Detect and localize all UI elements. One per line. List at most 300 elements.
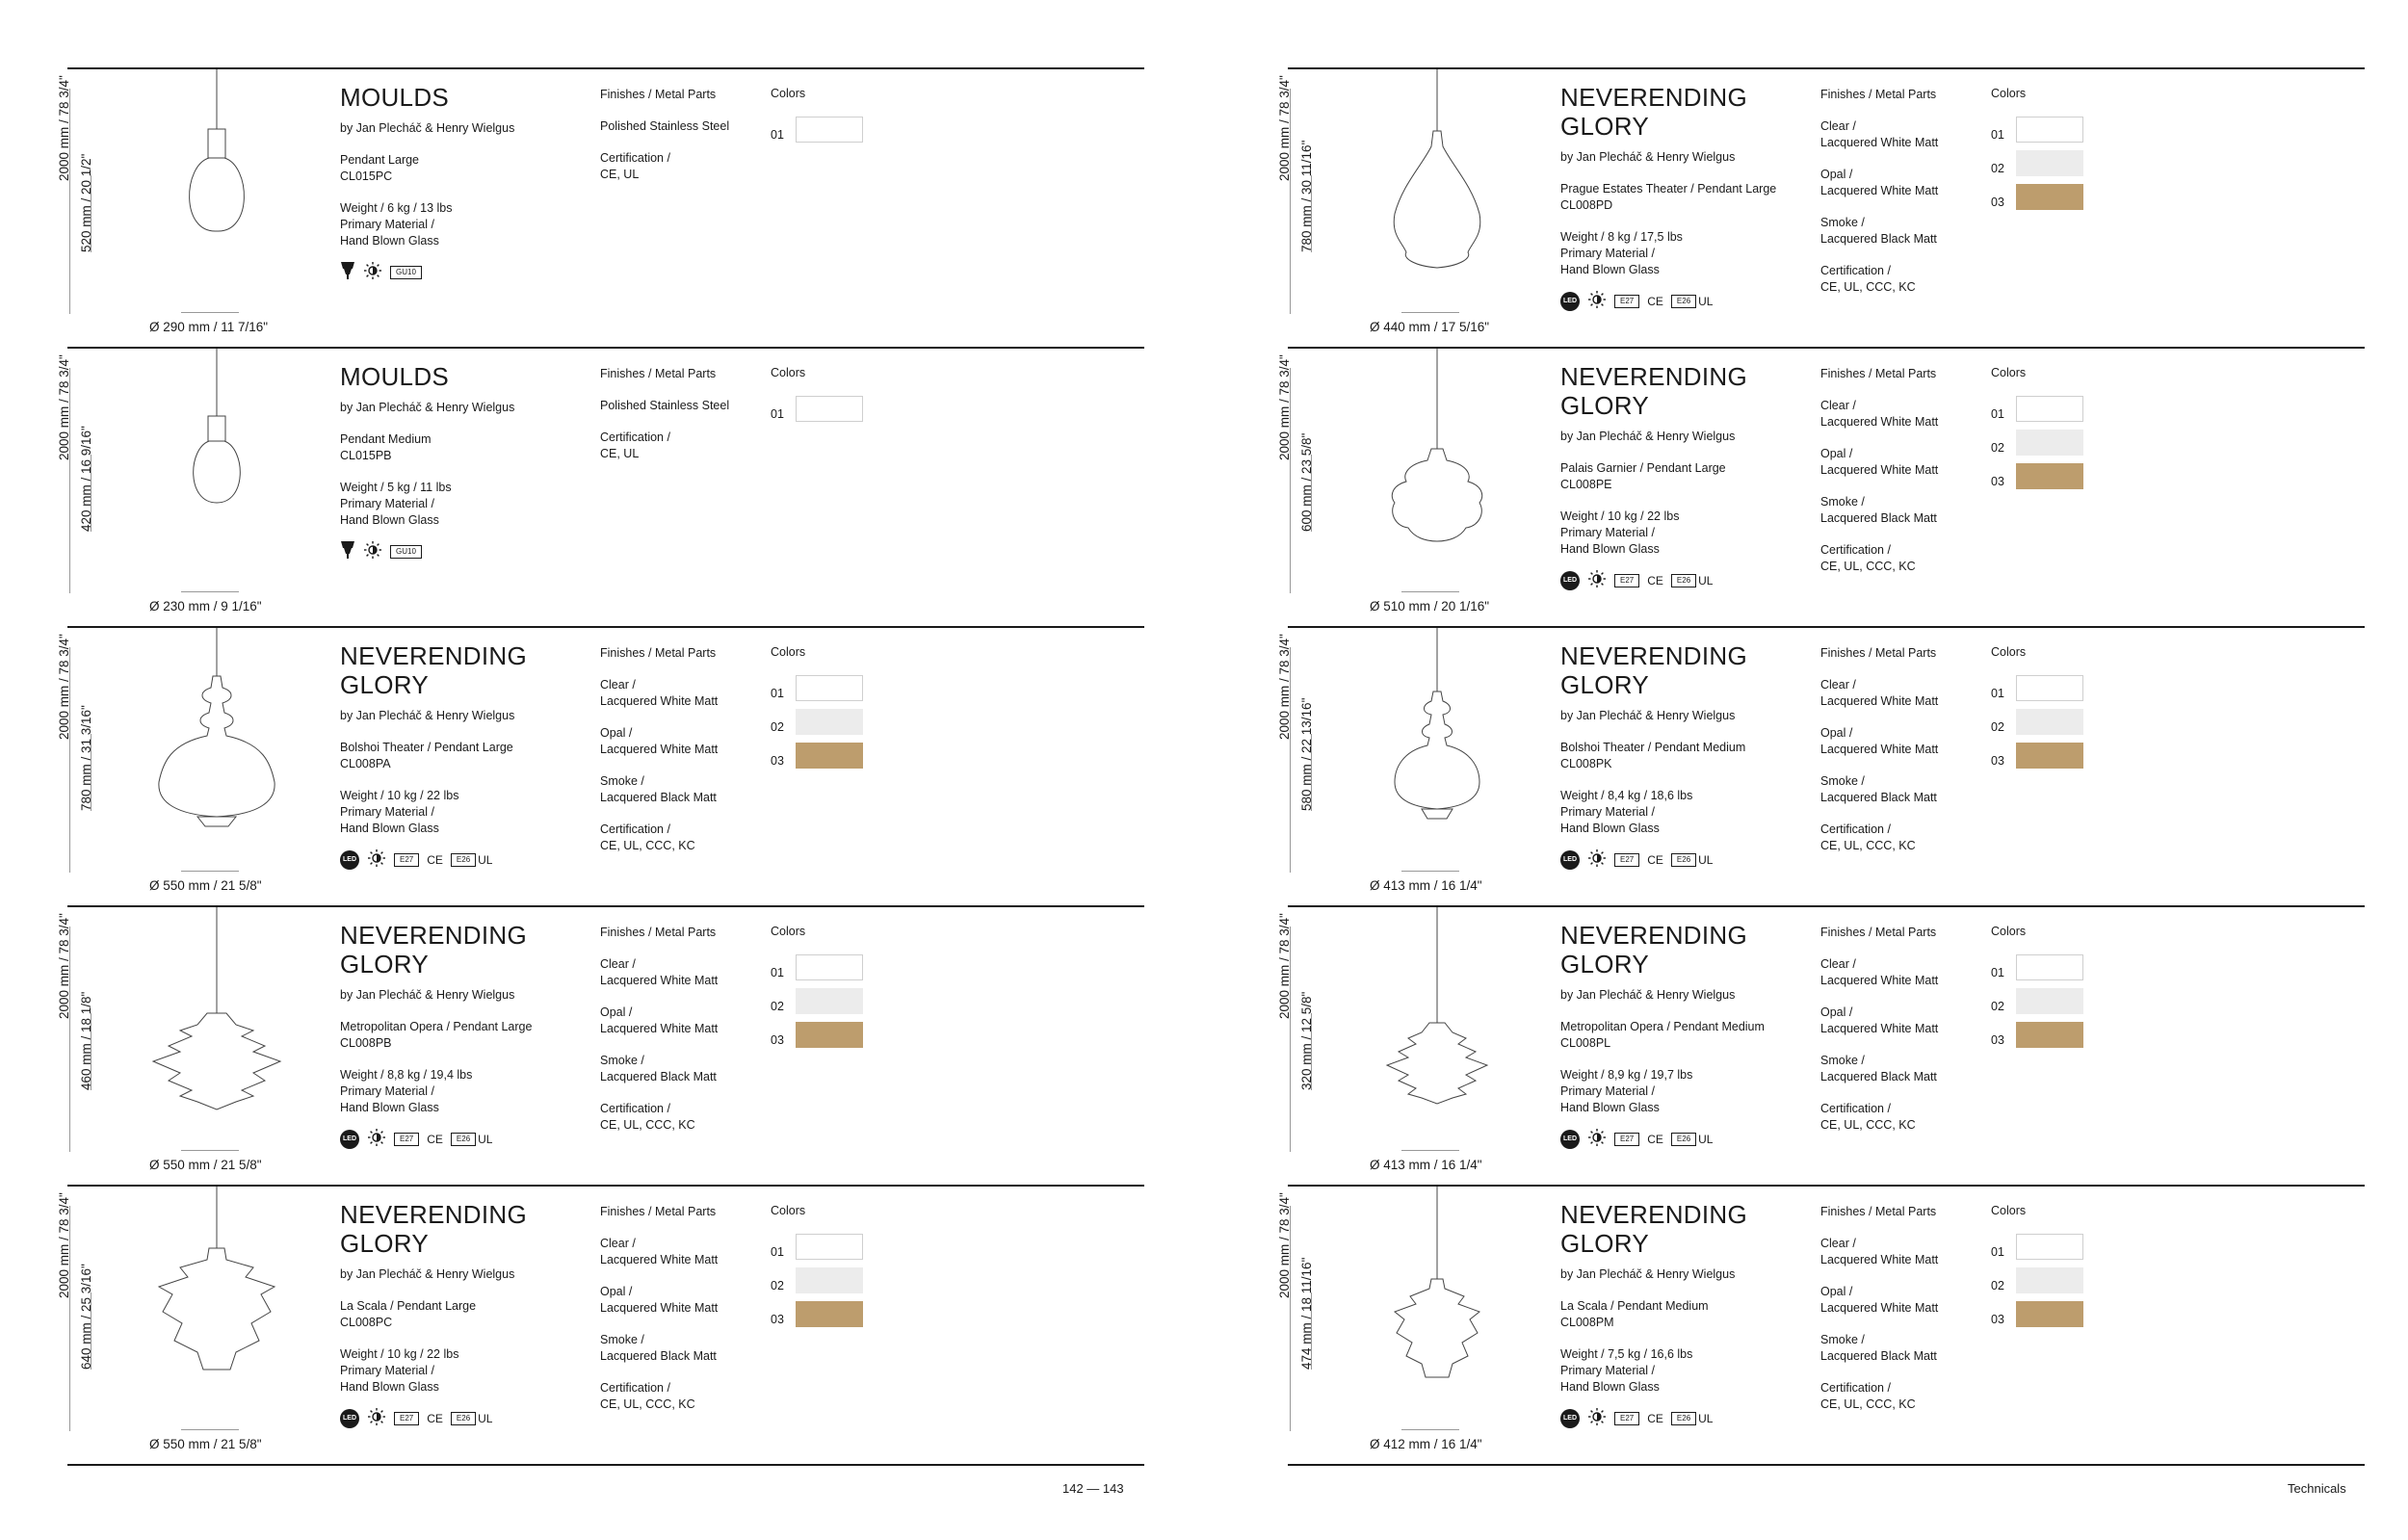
color-option (771, 705, 905, 739)
ce-mark: CE (1647, 852, 1663, 867)
weight-material: Weight / 8,9 kg / 19,7 lbs Primary Material / Hand Blown Glass (1560, 1068, 1693, 1114)
diameter-label: Ø 510 mm / 20 1/16" (1370, 599, 1490, 613)
color-number: 01 (771, 406, 784, 421)
colors-column (1991, 925, 2126, 1052)
pendant-lamp-illustration (140, 349, 294, 589)
diameter-line (1401, 312, 1459, 313)
color-swatch (796, 675, 863, 701)
spotlight-icon (340, 261, 355, 283)
color-option (1991, 1230, 2126, 1264)
dimmable-icon (367, 848, 386, 871)
ul-mark: UL (478, 1411, 493, 1425)
color-option (1991, 671, 2126, 705)
colors-header: Colors (771, 87, 806, 100)
finishes-header: Finishes / Metal Parts (1820, 646, 1937, 660)
colors-column (771, 87, 905, 146)
dimmable-icon (1587, 1128, 1607, 1150)
color-option (1991, 180, 2126, 214)
total-height-label: 2000 mm / 78 3/4" (57, 634, 71, 740)
ul-mark: UL (1698, 294, 1714, 308)
color-number: 03 (1991, 1032, 2004, 1047)
drop-height-label: 460 mm / 18 1/8" (79, 991, 93, 1090)
dimmable-icon (1587, 1407, 1607, 1429)
color-number: 01 (771, 965, 784, 979)
finish-item: Smoke / Lacquered Black Matt (1820, 1333, 1937, 1363)
finishes-header: Finishes / Metal Parts (1820, 88, 1937, 101)
finishes-header: Finishes / Metal Parts (600, 926, 717, 939)
bulb-type-badge-alt: E26 (451, 1412, 476, 1425)
section-label: Technicals (2288, 1481, 2346, 1496)
pendant-lamp-illustration (140, 628, 294, 869)
product-title: NEVERENDING GLORY (1560, 641, 1747, 699)
dimension-drawing (1277, 907, 1557, 1185)
colors-column (771, 925, 905, 1052)
color-option (1991, 426, 2126, 459)
led-badge-icon: LED (1560, 1130, 1580, 1149)
dimmable-icon (363, 540, 382, 562)
model-name: Pendant Large CL015PC (340, 153, 420, 183)
color-option (1991, 984, 2126, 1018)
spec-icons (340, 1407, 590, 1429)
drop-height-label: 520 mm / 20 1/2" (79, 153, 93, 252)
product-title: NEVERENDING GLORY (340, 921, 527, 979)
drop-height-label: 780 mm / 30 11/16" (1299, 140, 1314, 252)
ce-mark: CE (1647, 573, 1663, 587)
bulb-type-badge-alt: E26 (1671, 295, 1696, 308)
product-info (1560, 921, 1811, 1150)
drop-height-label: 420 mm / 16 9/16" (79, 426, 93, 532)
color-option (1991, 1018, 2126, 1052)
led-badge-icon: LED (340, 850, 359, 870)
color-swatch (2016, 117, 2083, 143)
finish-item: Opal / Lacquered White Matt (1820, 726, 1939, 756)
ul-mark: UL (1698, 1132, 1714, 1146)
spec-icons (1560, 569, 1811, 591)
dimension-drawing (57, 69, 337, 347)
color-swatch (2016, 184, 2083, 210)
product-info (1560, 1200, 1811, 1429)
colors-column (771, 1204, 905, 1331)
color-number: 03 (1991, 195, 2004, 209)
finish-item: Clear / Lacquered White Matt (600, 957, 719, 987)
color-swatch (2016, 1301, 2083, 1327)
color-option (1991, 1297, 2126, 1331)
bulb-type-badge: E27 (394, 1133, 419, 1146)
pendant-lamp-illustration (1360, 349, 1514, 589)
finish-item: Certification / CE, UL, CCC, KC (1820, 543, 1916, 573)
color-number: 01 (771, 686, 784, 700)
color-number: 01 (1991, 686, 2004, 700)
spec-icons (1560, 848, 1811, 871)
color-option (771, 392, 905, 426)
drop-height-label: 640 mm / 25 3/16" (79, 1264, 93, 1370)
finishes-column (1820, 87, 1984, 311)
total-height-label: 2000 mm / 78 3/4" (1277, 354, 1292, 460)
finish-item: Clear / Lacquered White Matt (600, 1237, 719, 1266)
color-swatch (796, 954, 863, 980)
bulb-type-badge: E27 (394, 853, 419, 867)
product-title: NEVERENDING GLORY (340, 641, 527, 699)
colors-header: Colors (1991, 925, 2027, 938)
weight-material: Weight / 10 kg / 22 lbs Primary Material / Hand Blown Glass (340, 789, 459, 835)
diameter-label: Ø 550 mm / 21 5/8" (149, 1158, 262, 1172)
finishes-header: Finishes / Metal Parts (600, 367, 717, 380)
bulb-type-badge: E27 (1614, 574, 1639, 587)
finish-item: Certification / CE, UL (600, 151, 670, 181)
finish-item: Clear / Lacquered White Matt (600, 678, 719, 708)
colors-header: Colors (771, 925, 806, 938)
diameter-line (181, 312, 239, 313)
diameter-label: Ø 290 mm / 11 7/16" (149, 320, 269, 334)
color-number: 02 (771, 719, 784, 734)
color-swatch (2016, 1234, 2083, 1260)
diameter-label: Ø 440 mm / 17 5/16" (1370, 320, 1490, 334)
ul-mark: UL (1698, 852, 1714, 867)
diameter-line (181, 1429, 239, 1430)
finish-item: Certification / CE, UL, CCC, KC (1820, 822, 1916, 852)
color-number: 01 (1991, 1244, 2004, 1259)
product-entry (57, 67, 1144, 347)
color-swatch (796, 396, 863, 422)
color-swatch (2016, 1022, 2083, 1048)
ce-mark: CE (1647, 294, 1663, 308)
designer-credit: by Jan Plecháč & Henry Wielgus (340, 709, 515, 722)
total-height-label: 2000 mm / 78 3/4" (57, 913, 71, 1019)
dimmable-icon (1587, 290, 1607, 312)
dimension-drawing (1277, 1187, 1557, 1464)
finish-item: Opal / Lacquered White Matt (1820, 1285, 1939, 1315)
spotlight-icon (340, 540, 355, 562)
color-number: 01 (1991, 127, 2004, 142)
right-page (1277, 67, 2365, 1466)
colors-column (1991, 366, 2126, 493)
finish-item: Opal / Lacquered White Matt (1820, 1005, 1939, 1035)
product-entry (1277, 1185, 2365, 1466)
total-height-label: 2000 mm / 78 3/4" (57, 75, 71, 181)
finish-item: Clear / Lacquered White Matt (1820, 957, 1939, 987)
colors-column (771, 645, 905, 772)
color-number: 03 (1991, 753, 2004, 768)
color-option (771, 1018, 905, 1052)
diameter-label: Ø 412 mm / 16 1/4" (1370, 1437, 1482, 1451)
dimension-drawing (57, 628, 337, 905)
product-info (340, 641, 590, 871)
color-swatch (2016, 150, 2083, 176)
model-name: Prague Estates Theater / Pendant Large CL008PD (1560, 182, 1777, 212)
drop-height-label: 580 mm / 22 13/16" (1299, 697, 1314, 811)
total-height-label: 2000 mm / 78 3/4" (1277, 75, 1292, 181)
finish-item: Certification / CE, UL, CCC, KC (1820, 1102, 1916, 1132)
diameter-line (181, 1150, 239, 1151)
color-swatch (796, 743, 863, 769)
color-swatch (2016, 430, 2083, 456)
model-name: Pendant Medium CL015PB (340, 432, 432, 462)
product-info (340, 921, 590, 1150)
finishes-column (1820, 366, 1984, 590)
finishes-column (600, 87, 764, 198)
product-entry (1277, 67, 2365, 347)
weight-material: Weight / 8 kg / 17,5 lbs Primary Material / Hand Blown Glass (1560, 230, 1683, 276)
colors-header: Colors (771, 645, 806, 659)
drop-height-label: 474 mm / 18 11/16" (1299, 1257, 1314, 1370)
color-swatch (2016, 988, 2083, 1014)
product-title: NEVERENDING GLORY (1560, 83, 1747, 141)
product-entry (57, 626, 1144, 905)
finishes-column (600, 925, 764, 1149)
spec-icons (1560, 1128, 1811, 1150)
finishes-header: Finishes / Metal Parts (1820, 1205, 1937, 1218)
color-number: 02 (1991, 1278, 2004, 1292)
diameter-line (1401, 1429, 1459, 1430)
finishes-column (1820, 645, 1984, 870)
model-name: La Scala / Pendant Medium CL008PM (1560, 1299, 1709, 1329)
product-info (1560, 83, 1811, 312)
designer-credit: by Jan Plecháč & Henry Wielgus (1560, 1267, 1736, 1281)
colors-header: Colors (771, 1204, 806, 1217)
drop-height-label: 600 mm / 23 5/8" (1299, 432, 1314, 532)
color-option (771, 671, 905, 705)
product-title: NEVERENDING GLORY (1560, 921, 1747, 979)
color-swatch (2016, 1267, 2083, 1293)
ul-mark: UL (1698, 573, 1714, 587)
led-badge-icon: LED (1560, 1409, 1580, 1428)
dimmable-icon (363, 261, 382, 283)
colors-header: Colors (1991, 87, 2027, 100)
color-number: 01 (1991, 406, 2004, 421)
pendant-lamp-illustration (1360, 907, 1514, 1148)
ce-mark: CE (1647, 1132, 1663, 1146)
diameter-label: Ø 550 mm / 21 5/8" (149, 1437, 262, 1451)
finishes-header: Finishes / Metal Parts (600, 1205, 717, 1218)
color-number: 03 (1991, 1312, 2004, 1326)
product-entry (57, 1185, 1144, 1466)
color-swatch (2016, 743, 2083, 769)
bulb-type-badge-alt: E26 (1671, 853, 1696, 867)
pendant-lamp-illustration (1360, 69, 1514, 310)
finish-item: Smoke / Lacquered Black Matt (1820, 774, 1937, 804)
color-option (771, 113, 905, 146)
finish-item: Smoke / Lacquered Black Matt (1820, 495, 1937, 525)
diameter-line (1401, 591, 1459, 592)
model-name: Bolshoi Theater / Pendant Medium CL008PK (1560, 741, 1746, 770)
led-badge-icon: LED (1560, 571, 1580, 590)
color-swatch (796, 1301, 863, 1327)
product-entry (1277, 347, 2365, 626)
drop-height-label: 780 mm / 31 3/16" (79, 705, 93, 811)
model-name: Metropolitan Opera / Pendant Large CL008PB (340, 1020, 533, 1050)
finishes-column (1820, 1204, 1984, 1428)
product-title: NEVERENDING GLORY (1560, 362, 1747, 420)
color-option (1991, 146, 2126, 180)
finishes-header: Finishes / Metal Parts (1820, 926, 1937, 939)
pendant-lamp-illustration (1360, 628, 1514, 869)
finishes-column (1820, 925, 1984, 1149)
finish-item: Opal / Lacquered White Matt (600, 1005, 719, 1035)
finishes-column (600, 366, 764, 478)
color-option (771, 739, 905, 772)
total-height-label: 2000 mm / 78 3/4" (1277, 913, 1292, 1019)
spec-icons (1560, 1407, 1811, 1429)
color-swatch (796, 709, 863, 735)
designer-credit: by Jan Plecháč & Henry Wielgus (340, 121, 515, 135)
finishes-header: Finishes / Metal Parts (1820, 367, 1937, 380)
bulb-type-badge: E27 (1614, 853, 1639, 867)
color-number: 01 (1991, 965, 2004, 979)
colors-column (771, 366, 905, 426)
ce-mark: CE (427, 852, 443, 867)
color-option (1991, 1264, 2126, 1297)
finish-item: Certification / CE, UL, CCC, KC (600, 822, 695, 852)
color-number: 03 (1991, 474, 2004, 488)
colors-header: Colors (1991, 645, 2027, 659)
dimension-drawing (1277, 628, 1557, 905)
bulb-type-badge: E27 (394, 1412, 419, 1425)
diameter-line (181, 591, 239, 592)
color-option (1991, 705, 2126, 739)
weight-material: Weight / 8,8 kg / 19,4 lbs Primary Material / Hand Blown Glass (340, 1068, 473, 1114)
led-badge-icon: LED (1560, 292, 1580, 311)
ul-mark: UL (478, 852, 493, 867)
color-option (771, 1264, 905, 1297)
color-number: 02 (771, 1278, 784, 1292)
product-title: NEVERENDING GLORY (1560, 1200, 1747, 1258)
model-name: Metropolitan Opera / Pendant Medium CL008PL (1560, 1020, 1765, 1050)
ce-mark: CE (427, 1411, 443, 1425)
product-info (1560, 362, 1811, 591)
bulb-type-badge: E27 (1614, 1412, 1639, 1425)
designer-credit: by Jan Plecháč & Henry Wielgus (340, 401, 515, 414)
finish-item: Opal / Lacquered White Matt (600, 1285, 719, 1315)
finish-item: Smoke / Lacquered Black Matt (1820, 1054, 1937, 1083)
bulb-type-badge-alt: E26 (1671, 1133, 1696, 1146)
bulb-type-badge-alt: E26 (451, 853, 476, 867)
total-height-label: 2000 mm / 78 3/4" (57, 1192, 71, 1298)
dimension-drawing (57, 1187, 337, 1464)
color-number: 02 (1991, 999, 2004, 1013)
finish-item: Clear / Lacquered White Matt (1820, 119, 1939, 149)
finish-item: Certification / CE, UL (600, 431, 670, 460)
dimmable-icon (1587, 569, 1607, 591)
designer-credit: by Jan Plecháč & Henry Wielgus (1560, 430, 1736, 443)
diameter-line (181, 871, 239, 872)
product-entry (1277, 905, 2365, 1185)
color-option (1991, 113, 2126, 146)
color-option (1991, 739, 2126, 772)
product-info (340, 83, 590, 283)
diameter-line (1401, 871, 1459, 872)
product-info (340, 362, 590, 562)
finishes-column (600, 645, 764, 870)
finish-item: Certification / CE, UL, CCC, KC (600, 1381, 695, 1411)
colors-header: Colors (771, 366, 806, 379)
color-number: 01 (771, 127, 784, 142)
spec-icons (340, 1128, 590, 1150)
total-height-label: 2000 mm / 78 3/4" (1277, 1192, 1292, 1298)
model-name: Palais Garnier / Pendant Large CL008PE (1560, 461, 1726, 491)
finish-item: Smoke / Lacquered Black Matt (600, 1054, 717, 1083)
color-swatch (2016, 675, 2083, 701)
finish-item: Certification / CE, UL, CCC, KC (600, 1102, 695, 1132)
color-option (771, 1230, 905, 1264)
diameter-label: Ø 550 mm / 21 5/8" (149, 878, 262, 893)
diameter-line (1401, 1150, 1459, 1151)
color-number: 02 (771, 999, 784, 1013)
spec-icons (340, 848, 590, 871)
drop-height-label: 320 mm / 12 5/8" (1299, 991, 1314, 1090)
model-name: La Scala / Pendant Large CL008PC (340, 1299, 477, 1329)
dimmable-icon (367, 1407, 386, 1429)
finish-item: Smoke / Lacquered Black Matt (600, 1333, 717, 1363)
colors-column (1991, 87, 2126, 214)
dimmable-icon (1587, 848, 1607, 871)
total-height-label: 2000 mm / 78 3/4" (57, 354, 71, 460)
colors-header: Colors (1991, 1204, 2027, 1217)
ul-mark: UL (478, 1132, 493, 1146)
color-swatch (796, 1234, 863, 1260)
led-badge-icon: LED (340, 1130, 359, 1149)
total-height-label: 2000 mm / 78 3/4" (1277, 634, 1292, 740)
pendant-lamp-illustration (140, 69, 294, 310)
diameter-label: Ø 230 mm / 9 1/16" (149, 599, 262, 613)
left-page (57, 67, 1144, 1466)
weight-material: Weight / 10 kg / 22 lbs Primary Material / Hand Blown Glass (1560, 509, 1680, 556)
bulb-type-badge-alt: E26 (1671, 574, 1696, 587)
color-option (1991, 392, 2126, 426)
led-badge-icon: LED (1560, 850, 1580, 870)
pendant-lamp-illustration (140, 907, 294, 1148)
color-number: 02 (1991, 161, 2004, 175)
designer-credit: by Jan Plecháč & Henry Wielgus (1560, 150, 1736, 164)
color-swatch (2016, 954, 2083, 980)
color-number: 03 (771, 753, 784, 768)
color-swatch (796, 1022, 863, 1048)
finishes-column (600, 1204, 764, 1428)
designer-credit: by Jan Plecháč & Henry Wielgus (340, 988, 515, 1002)
color-number: 02 (1991, 719, 2004, 734)
color-option (1991, 951, 2126, 984)
finish-item: Certification / CE, UL, CCC, KC (1820, 1381, 1916, 1411)
bulb-type-badge: GU10 (390, 545, 422, 559)
finish-item: Clear / Lacquered White Matt (1820, 399, 1939, 429)
color-number: 02 (1991, 440, 2004, 455)
finish-item: Opal / Lacquered White Matt (1820, 168, 1939, 197)
product-title: NEVERENDING GLORY (340, 1200, 527, 1258)
color-number: 01 (771, 1244, 784, 1259)
color-number: 03 (771, 1312, 784, 1326)
ul-mark: UL (1698, 1411, 1714, 1425)
product-entry (1277, 626, 2365, 905)
color-swatch (2016, 709, 2083, 735)
color-option (771, 951, 905, 984)
bulb-type-badge-alt: E26 (451, 1133, 476, 1146)
dimmable-icon (367, 1128, 386, 1150)
product-info (1560, 641, 1811, 871)
pendant-lamp-illustration (1360, 1187, 1514, 1427)
designer-credit: by Jan Plecháč & Henry Wielgus (340, 1267, 515, 1281)
led-badge-icon: LED (340, 1409, 359, 1428)
finishes-header: Finishes / Metal Parts (600, 88, 717, 101)
designer-credit: by Jan Plecháč & Henry Wielgus (1560, 988, 1736, 1002)
finish-item: Opal / Lacquered White Matt (600, 726, 719, 756)
spec-icons (1560, 290, 1811, 312)
finish-item: Smoke / Lacquered Black Matt (1820, 216, 1937, 246)
bulb-type-badge-alt: E26 (1671, 1412, 1696, 1425)
ce-mark: CE (427, 1132, 443, 1146)
spec-icons (340, 540, 590, 562)
color-option (1991, 459, 2126, 493)
dimension-drawing (1277, 69, 1557, 347)
model-name: Bolshoi Theater / Pendant Large CL008PA (340, 741, 513, 770)
